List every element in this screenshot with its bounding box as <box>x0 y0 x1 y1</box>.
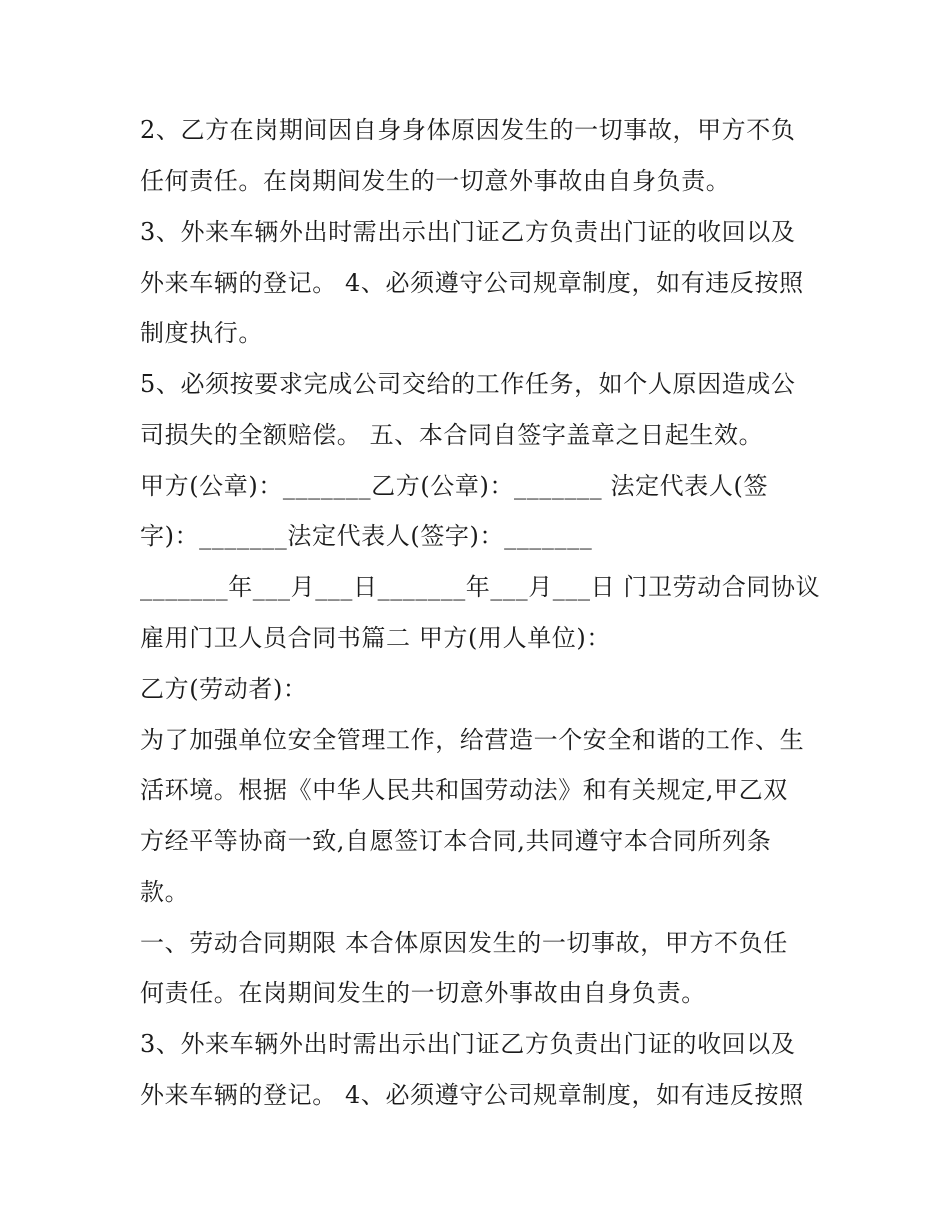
text-line: 方经平等协商一致,自愿签订本合同,共同遵守本合同所列条 <box>140 827 772 855</box>
text-line: 任何责任。在岗期间发生的一切意外事故由自身负责。 <box>140 167 731 195</box>
text-line: _______年___月___日_______年___月___日 门卫劳动合同协议 <box>140 573 821 601</box>
text-line: 乙方(劳动者)： <box>140 675 308 703</box>
text-line: 外来车辆的登记。 4、必须遵守公司规章制度，如有违反按照 <box>140 1081 804 1109</box>
text-line: 3、外来车辆外出时需出示出门证乙方负责出门证的收回以及 <box>140 1030 796 1058</box>
text-line: 5、必须按要求完成公司交给的工作任务，如个人原因造成公 <box>140 370 796 398</box>
text-line: 一、劳动合同期限 本合体原因发生的一切事故，甲方不负任 <box>140 929 788 957</box>
text-line: 款。 <box>140 878 190 906</box>
text-line: 雇用门卫人员合同书篇二 甲方(用人单位)： <box>140 624 611 652</box>
text-line: 2、乙方在岗期间因自身身体原因发生的一切事故，甲方不负 <box>140 116 796 144</box>
text-line: 何责任。在岗期间发生的一切意外事故由自身负责。 <box>140 979 706 1007</box>
text-line: 3、外来车辆外出时需出示出门证乙方负责出门证的收回以及 <box>140 218 796 246</box>
text-line: 外来车辆的登记。 4、必须遵守公司规章制度，如有违反按照 <box>140 269 804 297</box>
text-line: 制度执行。 <box>140 319 263 347</box>
text-line: 为了加强单位安全管理工作，给营造一个安全和谐的工作、生 <box>140 726 805 754</box>
text-line: 司损失的全额赔偿。 五、本合同自签字盖章之日起生效。 <box>140 421 764 449</box>
text-line: 活环境。根据《中华人民共和国劳动法》和有关规定,甲乙双 <box>140 776 788 804</box>
text-line: 字)：_______法定代表人(签字)：_______ <box>140 522 593 550</box>
text-line: 甲方(公章)：_______乙方(公章)：_______ 法定代表人(签 <box>140 472 769 500</box>
